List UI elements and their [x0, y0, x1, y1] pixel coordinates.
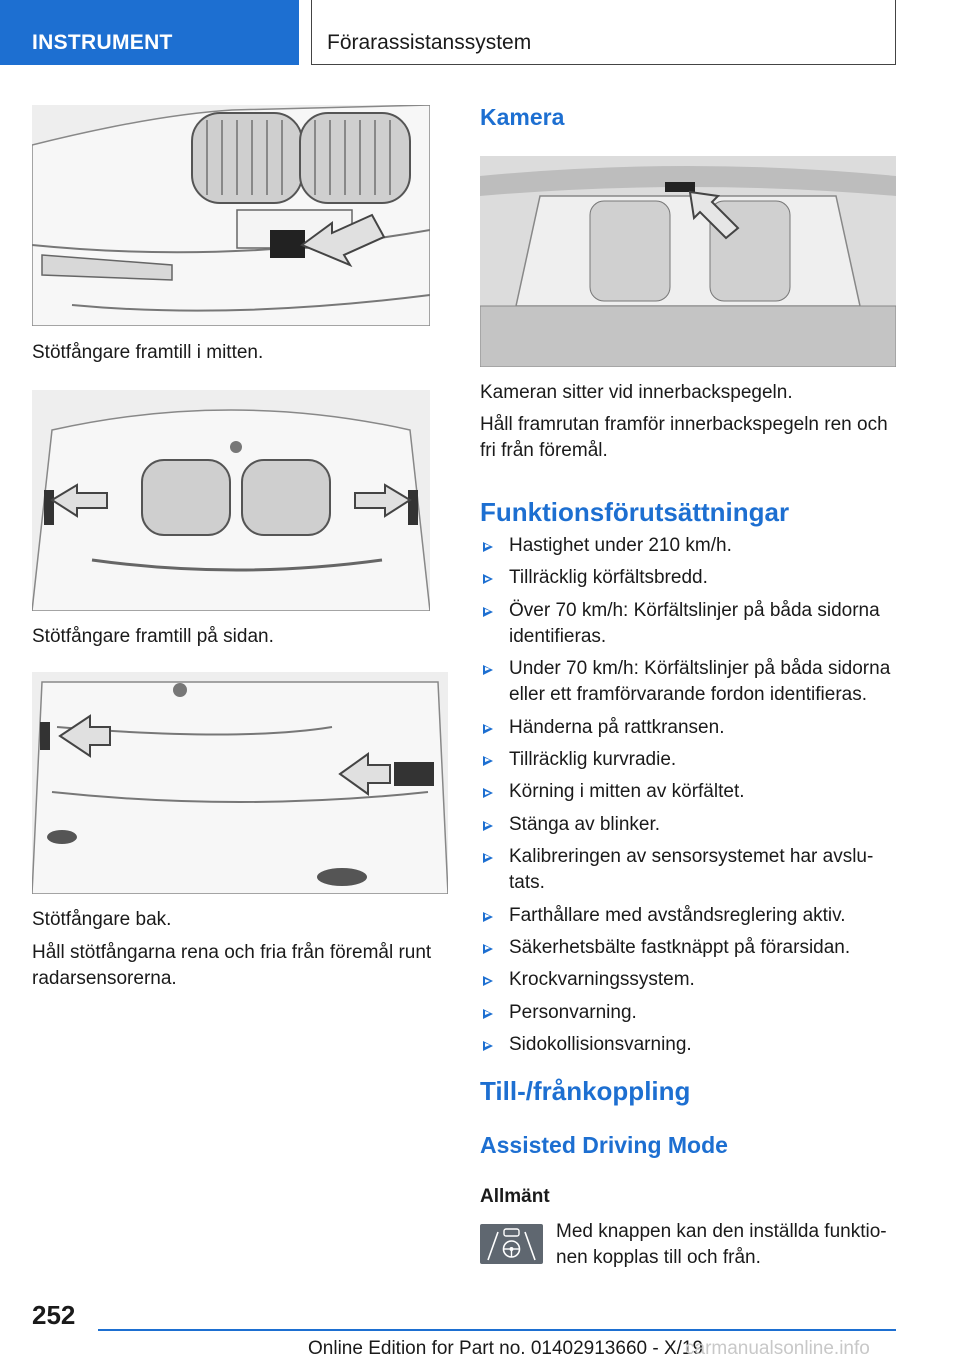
requirement-text: Under 70 km/h: Körfältslinjer på båda sidorna eller ett framförvarande fordon identifieras. [509, 658, 891, 706]
requirement-item [480, 598, 900, 650]
requirement-text: Kalibreringen av sensorsystemet har avslu-tats. [509, 846, 874, 894]
button-description: Med knappen kan den inställda funktio-nen kopplas till och från. [556, 1221, 887, 1268]
triangle-bullet-icon [483, 1041, 493, 1051]
requirement-item [480, 715, 900, 741]
section-tab [0, 0, 299, 65]
chapter-tab [311, 0, 896, 65]
requirement-item [480, 967, 900, 993]
heading-camera: Kamera [480, 104, 565, 130]
heading-assisted-driving-mode: Assisted Driving Mode [480, 1132, 728, 1158]
camera-text-1: Kameran sitter vid innerbackspegeln. [480, 382, 793, 403]
figure-rear-bumper [32, 672, 448, 894]
requirement-item [480, 533, 900, 559]
requirement-text: Hastighet under 210 km/h. [509, 535, 732, 556]
figure-front-bumper-side [32, 390, 430, 611]
footer-divider [98, 1329, 896, 1331]
triangle-bullet-icon [483, 788, 493, 798]
requirement-text: Händerna på rattkransen. [509, 716, 725, 738]
requirement-text: Farthållare med avståndsreglering aktiv. [509, 904, 846, 926]
figure-front-bumper-middle [32, 105, 430, 326]
triangle-bullet-icon [483, 542, 493, 552]
requirement-text: Över 70 km/h: Körfältslinjer på båda sidorna identifieras. [509, 599, 880, 647]
requirement-item [480, 1032, 900, 1058]
requirement-text: Tillräcklig körfältsbredd. [509, 567, 708, 589]
triangle-bullet-icon [483, 665, 493, 675]
camera-text-2: Håll framrutan framför innerbackspegeln ren och fri från föremål. [480, 414, 888, 461]
assisted-driving-steering-icon [480, 1224, 543, 1264]
footer-watermark: carmanualsonline.info [685, 1338, 870, 1359]
triangle-bullet-icon [483, 1009, 493, 1019]
triangle-bullet-icon [483, 574, 493, 584]
requirement-text: Sidokollisionsvarning. [509, 1034, 692, 1056]
section-title: INSTRUMENT [32, 31, 173, 54]
requirement-text: Tillräcklig kurvradie. [509, 748, 677, 770]
heading-general: Allmänt [480, 1186, 550, 1207]
triangle-bullet-icon [483, 976, 493, 986]
chapter-title: Förarassistanssystem [327, 31, 532, 54]
triangle-bullet-icon [483, 756, 493, 766]
requirement-text: Krockvarningssystem. [509, 969, 695, 991]
triangle-bullet-icon [483, 944, 493, 954]
body-rear: Håll stötfångarna rena och fria från föremål runt radarsensorerna. [32, 942, 432, 989]
requirement-item [480, 656, 900, 708]
caption-rear: Stötfångare bak. [32, 909, 172, 930]
requirements-list [480, 533, 900, 1064]
caption-front-side: Stötfångare framtill på sidan. [32, 626, 274, 647]
requirement-item [480, 844, 900, 896]
caption-front-middle: Stötfångare framtill i mitten. [32, 342, 264, 363]
requirement-text: Körning i mitten av körfältet. [509, 781, 745, 803]
page-number: 252 [32, 1300, 76, 1330]
triangle-bullet-icon [483, 607, 493, 617]
requirement-item [480, 779, 900, 805]
heading-onoff: Till-/frånkoppling [480, 1076, 691, 1106]
footer-edition: Online Edition for Part no. 01402913660 - X/19 [308, 1338, 704, 1359]
triangle-bullet-icon [483, 912, 493, 922]
triangle-bullet-icon [483, 853, 493, 863]
requirement-text: Säkerhetsbälte fastknäppt på förarsidan. [509, 936, 851, 958]
requirement-text: Stänga av blinker. [509, 813, 661, 835]
figure-camera [480, 156, 896, 367]
triangle-bullet-icon [483, 724, 493, 734]
triangle-bullet-icon [483, 821, 493, 831]
heading-requirements: Funktionsförutsättningar [480, 497, 790, 527]
requirement-item [480, 935, 900, 961]
requirement-item [480, 565, 900, 591]
requirement-text: Personvarning. [509, 1001, 637, 1023]
requirement-item [480, 903, 900, 929]
requirement-item [480, 1000, 900, 1026]
requirement-item [480, 812, 900, 838]
requirement-item [480, 747, 900, 773]
